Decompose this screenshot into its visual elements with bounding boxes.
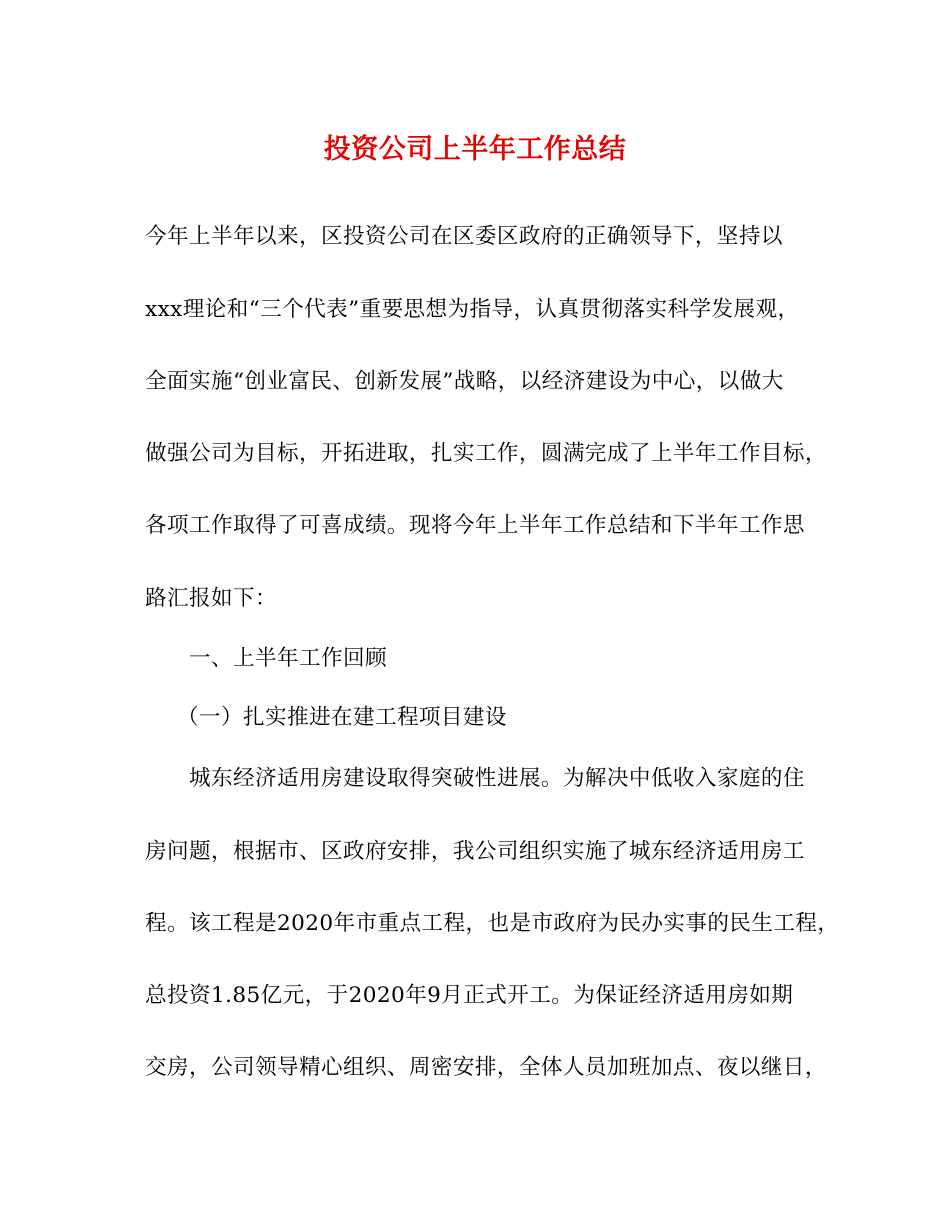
paragraph-line: 交房，公司领导精心组织、周密安排，全体人员加班加点、夜以继日，: [145, 1055, 827, 1080]
paragraph-line: 各项工作取得了可喜成绩。现将今年上半年工作总结和下半年工作思: [145, 513, 805, 538]
paragraph-line: 全面实施“创业富民、创新发展”战略，以经济建设为中心，以做大: [145, 369, 784, 394]
paragraph-line: 城东经济适用房建设取得突破性进展。为解决中低收入家庭的住: [189, 766, 805, 791]
paragraph-line: 路汇报如下：: [145, 586, 277, 611]
paragraph-line: 今年上半年以来，区投资公司在区委区政府的正确领导下，坚持以: [145, 224, 783, 249]
page-title: 投资公司上半年工作总结: [323, 134, 627, 165]
paragraph-line: 房问题，根据市、区政府安排，我公司组织实施了城东经济适用房工: [145, 839, 805, 864]
subsection-heading: （一）扎实推进在建工程项目建设: [177, 705, 507, 730]
paragraph-line: 做强公司为目标，开拓进取，扎实工作，圆满完成了上半年工作目标，: [145, 441, 827, 466]
paragraph-line: xxx理论和“三个代表”重要思想为指导，认真贯彻落实科学发展观，: [145, 297, 800, 322]
paragraph-line: 程。该工程是2020年市重点工程，也是市政府为民办实事的民生工程，: [145, 911, 840, 936]
section-heading: 一、上半年工作回顾: [189, 646, 387, 671]
paragraph-line: 总投资1.85亿元，于2020年9月正式开工。为保证经济适用房如期: [145, 983, 794, 1008]
